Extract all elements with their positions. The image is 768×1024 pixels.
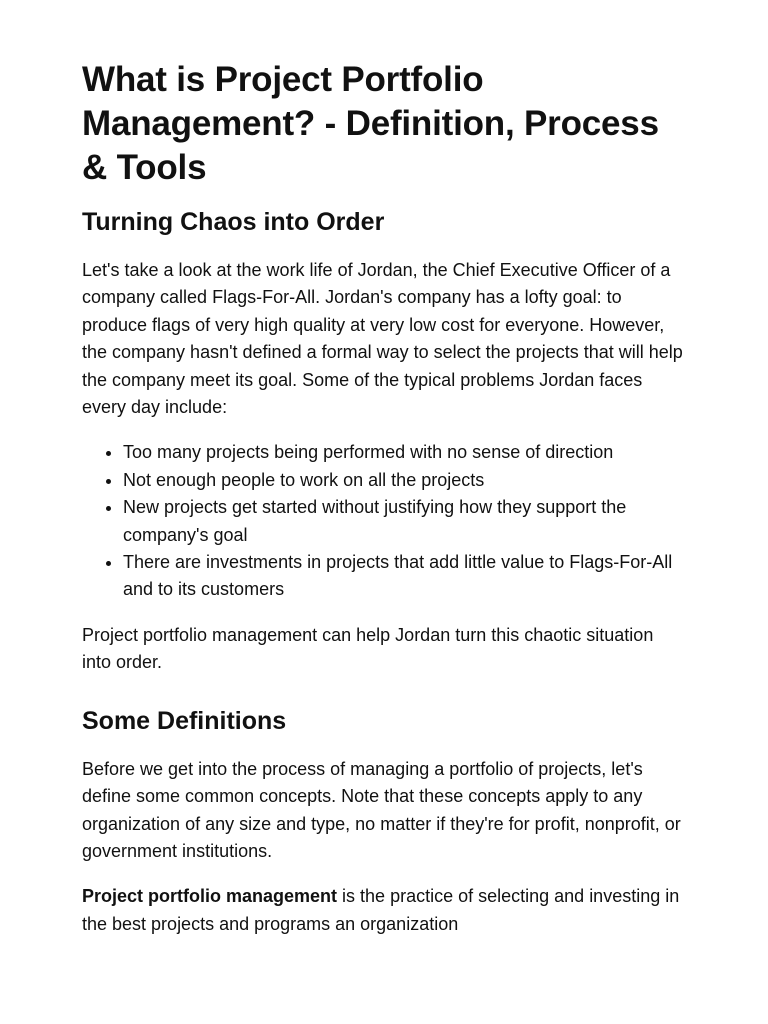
section-closing-paragraph: Project portfolio management can help Jordan turn this chaotic situation into order.: [82, 624, 654, 673]
list-item: • Not enough people to work on all the projects: [123, 467, 686, 494]
list-item: • Too many projects being performed with no sense of direction: [123, 439, 686, 466]
list-item: • New projects get started without justifying how they support the company's goal: [123, 494, 686, 549]
page-title: What is Project Portfolio Management? - Definition, Process & Tools: [82, 60, 659, 187]
section-heading-turning-chaos: Turning Chaos into Order: [82, 208, 385, 236]
list-item: • There are investments in projects that add little value to Flags-For-All and to its customers: [123, 549, 686, 604]
definition-paragraph: [82, 883, 686, 938]
section-heading-definitions: Some Definitions: [82, 706, 287, 735]
definition-text: is the practice of selecting and investing in the best projects and programs an organization: [82, 886, 680, 934]
definitions-intro-paragraph: Before we get into the process of managing a portfolio of projects, let's define some common concepts. Note that these concepts apply to any organization of any size and type, no matter if they're for profit, nonprofit, or government institutions.: [82, 758, 681, 861]
definition-term: Project portfolio management: [82, 886, 338, 907]
section-intro-paragraph: Let's take a look at the work life of Jordan, the Chief Executive Officer of a company called Flags-For-All. Jordan's company has a lofty goal: to produce flags of very high quality at very low cost for everyone. However, the company hasn't defined a formal way to select the projects that will help the company meet its goal. Some of the typical problems Jordan faces every day include:: [82, 260, 683, 418]
problem-list: [82, 439, 686, 603]
